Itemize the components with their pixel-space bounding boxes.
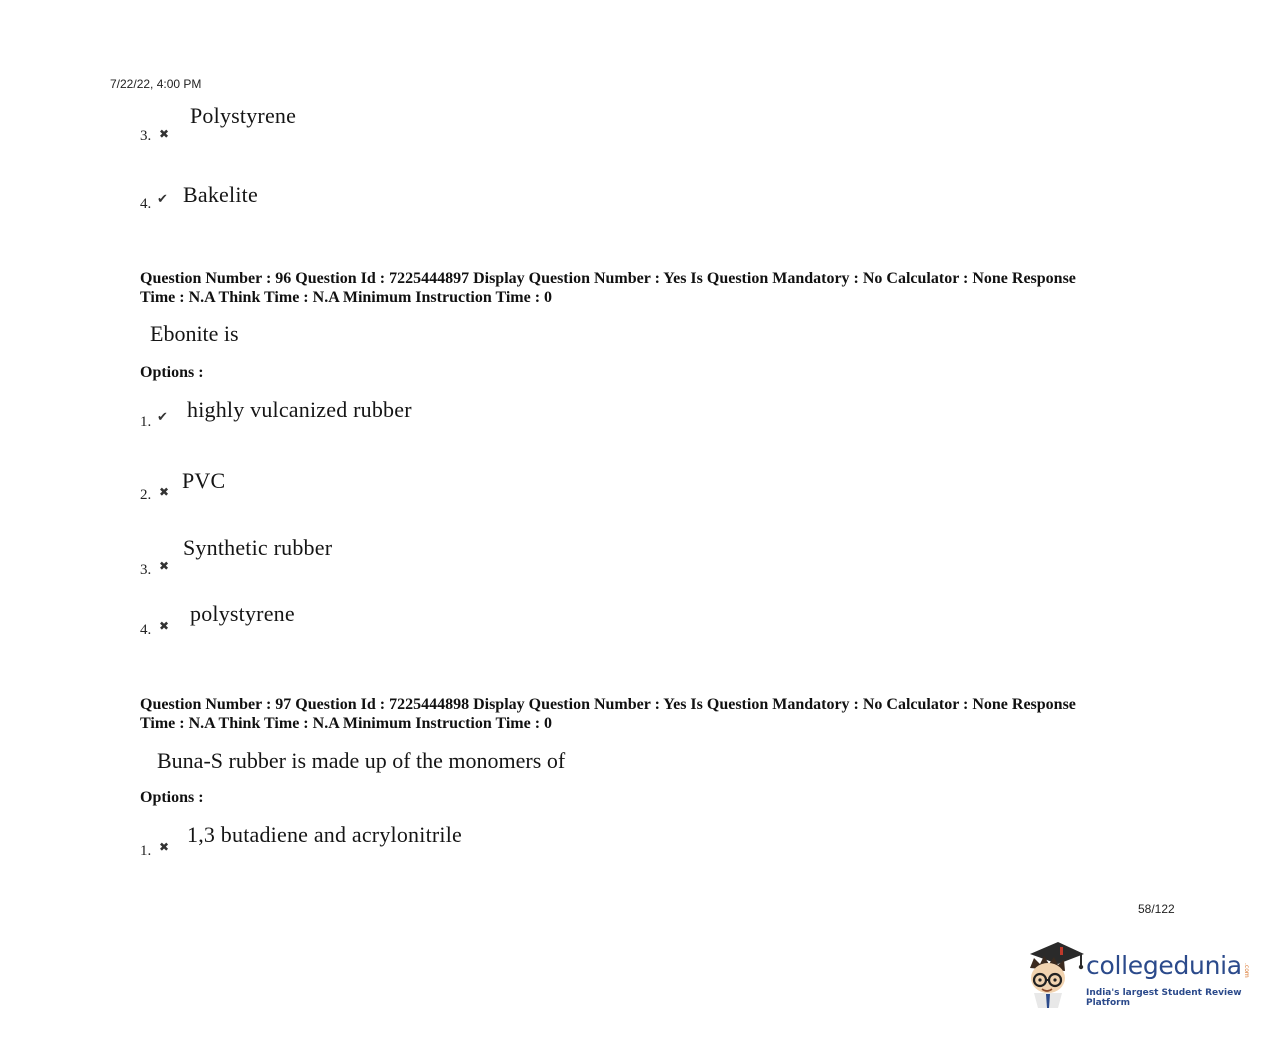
- options-label: Options :: [140, 364, 204, 381]
- question-meta-line: Question Number : 96 Question Id : 7225444897 Display Question Number : Yes Is Question Mandatory : No Calculator : None Response: [140, 270, 1076, 287]
- options-label: Options :: [140, 789, 204, 806]
- question-meta: [140, 695, 1170, 733]
- option-number: 3.: [140, 562, 152, 578]
- logo-tagline: India's largest Student Review Platform: [1086, 988, 1242, 1008]
- cross-icon: ✖: [159, 485, 170, 499]
- option-number: 4.: [140, 622, 152, 638]
- question-meta: [140, 269, 1170, 307]
- question-meta-line: Time : N.A Think Time : N.A Minimum Instruction Time : 0: [140, 715, 553, 732]
- option-number: 1.: [140, 843, 152, 859]
- option-text: Synthetic rubber: [183, 535, 333, 560]
- cross-icon: ✖: [159, 127, 170, 141]
- option-text: PVC: [182, 468, 226, 493]
- option-number: 3.: [140, 128, 152, 144]
- check-icon: ✔: [157, 192, 168, 207]
- option-text: Bakelite: [183, 182, 258, 207]
- option-text: 1,3 butadiene and acrylonitrile: [187, 822, 462, 847]
- question-meta-line: Question Number : 97 Question Id : 7225444898 Display Question Number : Yes Is Question Mandatory : No Calculator : None Response: [140, 696, 1076, 713]
- cross-icon: ✖: [159, 840, 170, 854]
- option-text: Polystyrene: [190, 103, 297, 128]
- cross-icon: ✖: [159, 559, 170, 573]
- logo-wordmark: collegedunia: [1086, 951, 1242, 980]
- cross-icon: ✖: [159, 619, 170, 633]
- option-number: 2.: [140, 487, 152, 503]
- logo-suffix: .com: [1243, 963, 1250, 978]
- option-number: 1.: [140, 414, 152, 430]
- check-icon: ✔: [157, 410, 168, 425]
- print-timestamp: 7/22/22, 4:00 PM: [110, 77, 202, 91]
- page-number: 58/122: [1138, 902, 1175, 916]
- question-text: Ebonite is: [150, 321, 239, 346]
- option-text: highly vulcanized rubber: [187, 397, 412, 422]
- collegedunia-logo-icon: [1024, 938, 1088, 1010]
- question-text: Buna-S rubber is made up of the monomers of: [157, 748, 566, 773]
- option-number: 4.: [140, 196, 152, 212]
- option-text: polystyrene: [190, 601, 295, 626]
- question-meta-line: Time : N.A Think Time : N.A Minimum Instruction Time : 0: [140, 289, 553, 306]
